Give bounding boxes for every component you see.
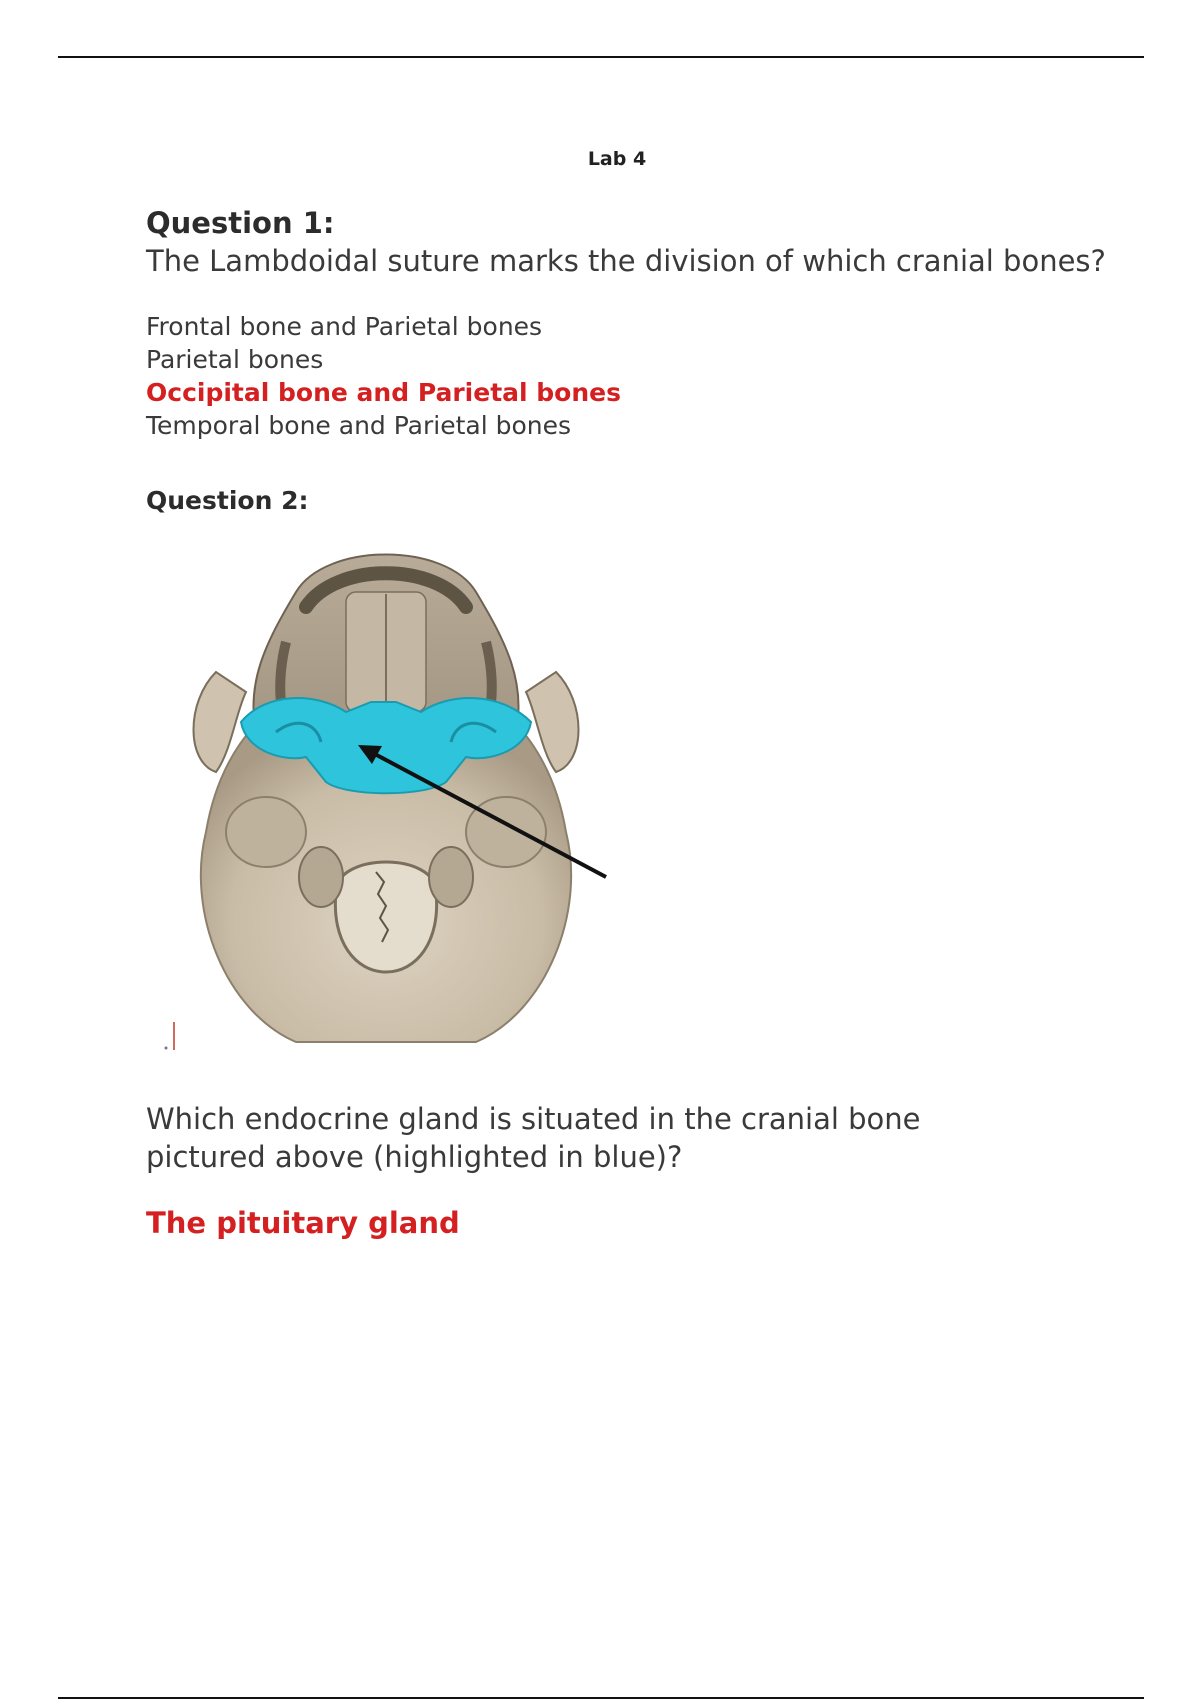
skull-figure [146, 532, 626, 1062]
document-body [146, 204, 1106, 1242]
question-1-heading: Question 1: [146, 206, 335, 240]
option-occipital-parietal-correct: Occipital bone and Parietal bones [146, 378, 621, 407]
page-title: Lab 4 [587, 148, 647, 170]
option-frontal-parietal: Frontal bone and Parietal bones [146, 312, 543, 341]
skull-inferior-view-icon [146, 532, 626, 1062]
question-1-text: The Lambdoidal suture marks the division of which cranial bones? [146, 244, 1106, 278]
question-1-options [146, 310, 1106, 442]
bottom-rule [58, 1697, 1144, 1699]
question-2-heading: Question 2: [146, 486, 309, 515]
option-temporal-parietal: Temporal bone and Parietal bones [146, 411, 572, 440]
question-2-answer: The pituitary gland [146, 1206, 460, 1240]
option-parietal: Parietal bones [146, 345, 324, 374]
top-rule [58, 56, 1144, 58]
question-2-text: Which endocrine gland is situated in the cranial bone pictured above (highlighted in blue)? [146, 1102, 921, 1174]
